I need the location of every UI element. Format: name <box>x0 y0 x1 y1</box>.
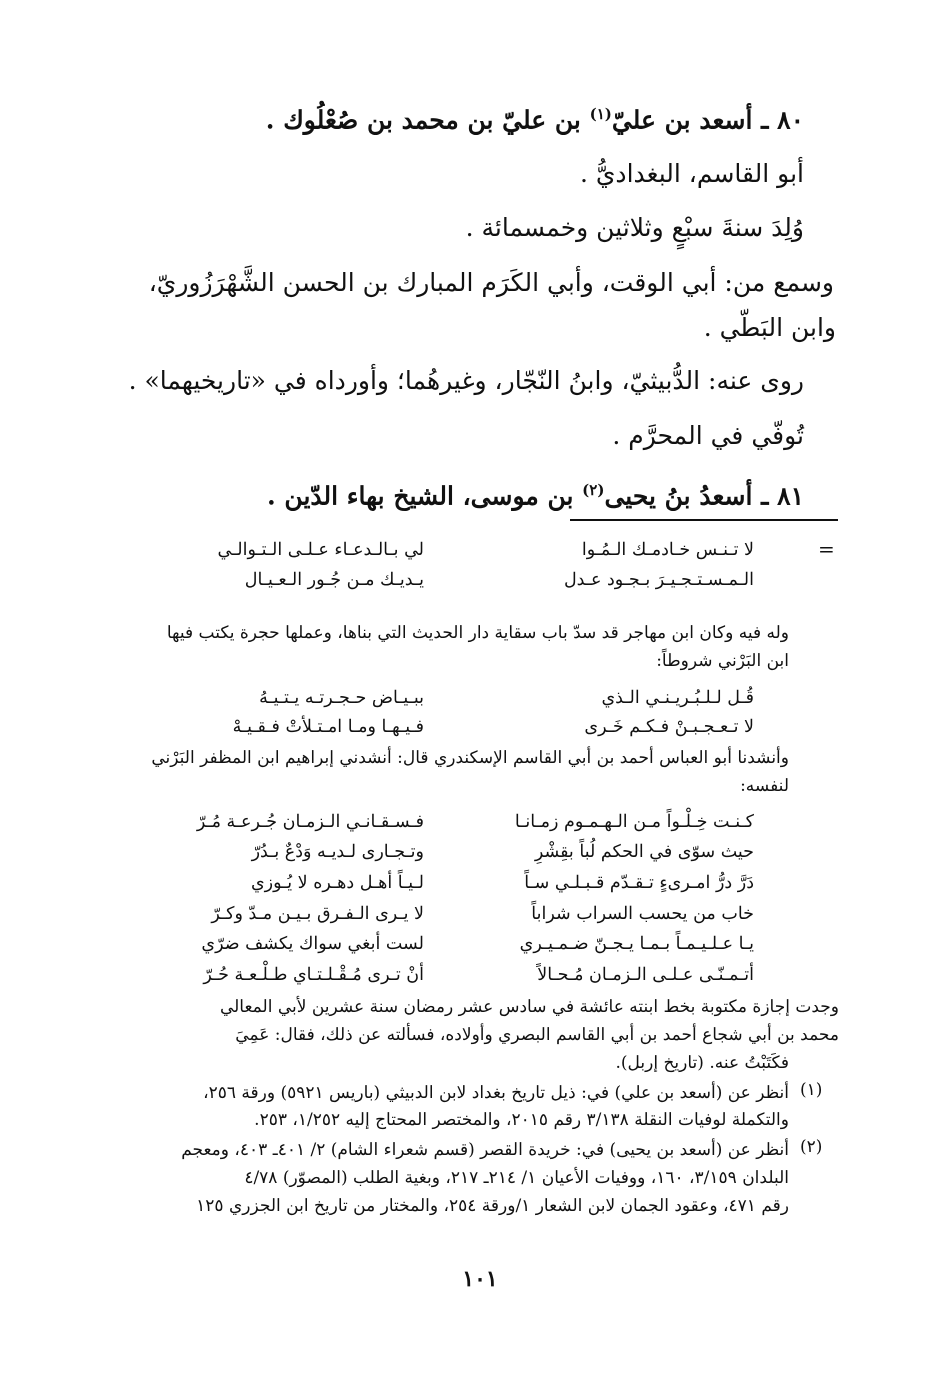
verse-hemistich-left: فـيـهـا ومـا امـتـلأتْ فـقـيـهْ <box>232 717 424 737</box>
footnote-1-number: (١) <box>800 1080 823 1100</box>
verse-hemistich-right: لا تـعـجـبـنْ فـكـم خَـرى <box>584 717 754 737</box>
verse-hemistich-left: وتـجـارى لـديـه وَدْعٌ بـدُرّ <box>251 842 424 862</box>
verse-hemistich-right: أتـمـنّـى عـلـى الـزمـان مُـحـالاً <box>537 965 754 985</box>
verse-hemistich-left: فـسـقـانـي الـزمـان جُـرعـة مُـرّ <box>196 812 424 832</box>
footnote-separator <box>570 519 838 521</box>
verse-hemistich-right: قُـل لـلـبُـريـنـي الـذي <box>601 688 754 708</box>
footnote-1-line2: والتكملة لوفيات النقلة ٣/١٣٨ رقم ٢٠١٥، والمختصر المحتاج إليه ١/٢٥٢، ٢٥٣. <box>254 1110 789 1130</box>
verse-hemistich-right: دَرَّ درُّ امـرىءٍ تـقـدّم قـبـلـي سـاً <box>524 873 754 893</box>
verse-hemistich-left: لا يـرى الـفـرق بـيـن مـدّ وكـرّ <box>211 904 424 924</box>
footnote-1-line1: أنظر عن (أسعد بن علي) في: ذيل تاريخ بغداد لابن الدبيثي (باريس ٥٩٢١) ورقة ٢٥٦، <box>203 1083 789 1103</box>
entry-80-birth: وُلِدَ سنةَ سبْعٍ وثلاثين وخمسمائة . <box>465 213 804 242</box>
footnote-ref-1: (١) <box>589 105 612 123</box>
entry-80-number: ٨٠ ـ أسعد بن عليّ <box>611 105 804 135</box>
footnote-2-line3: رقم ٤٧١، وعقود الجمان لابن الشعار ١/ورقة ٢٥٤، والمختار من تاريخ ابن الجزري ١٢٥ <box>196 1196 789 1216</box>
continuation-mark: = <box>818 537 835 561</box>
page-number: ١٠١ <box>462 1266 498 1292</box>
entry-80-narrated: روى عنه: الدُّبيثيّ، وابنُ النّجّار، وغيرهُما؛ وأورداه في «تاريخيهما» . <box>128 366 804 395</box>
paragraph-1-line2: ابن البَرْني شروطاً: <box>656 651 789 671</box>
entry-80-heading <box>84 96 804 138</box>
footnote-2-line1: أنظر عن (أسعد بن يحيى) في: خريدة القصر (قسم شعراء الشام) ٢/ ٤٠١ـ ٤٠٣، ومعجم <box>181 1140 789 1160</box>
footnote-ref-2: (٢) <box>582 481 605 499</box>
verse-hemistich-left: لـيـاً أهـل دهـره لا يُـوزي <box>250 873 424 893</box>
footnote-2-line2: البلدان ٣/١٥٩، ١٦٠، ووفيات الأعيان ١/ ٢١٤ـ ٢١٧، وبغية الطلب (المصوّر) ٤/٧٨ <box>244 1168 789 1188</box>
verse-hemistich-right: الـمـسـتـجـيـرَ بـجـود عـدل <box>563 570 754 590</box>
paragraph-3-line2: محمد بن أبي شجاع أحمد بن أبي القاسم البصري وأولاده، فسألته عن ذلك، فقال: عَمِيَ <box>235 1025 839 1045</box>
entry-80-heading-rest: بن عليّ بن محمد بن صُعْلُوك . <box>265 105 581 135</box>
paragraph-3-line3: فكَتَبْتُ عنه. (تاريخ إربل). <box>615 1053 789 1073</box>
entry-80-heard-line2: وابن البَطّي . <box>703 313 836 342</box>
verse-hemistich-left: أنْ تـرى مُـقْـلـتـاي طـلْـعـة حُـرّ <box>203 965 424 985</box>
verse-hemistich-left: لست أبغي سواك يكشف ضرّي <box>201 934 424 954</box>
entry-80-death: تُوفّي في المحرَّم . <box>612 421 804 450</box>
entry-80-kunya: أبو القاسم، البغداديُّ . <box>579 159 804 188</box>
footnote-2-number: (٢) <box>800 1137 823 1157</box>
verse-hemistich-right: لا تـنـس خـادمـك الـمُـوا <box>581 540 754 560</box>
entry-81-number: ٨١ ـ أسعدُ بنُ يحيى <box>604 481 804 511</box>
verse-hemistich-left: لي بـالـدعـاء عـلـى الـتـوالـي <box>217 540 424 560</box>
paragraph-3-line1: وجدت إجازة مكتوبة بخط ابنته عائشة في سادس عشر رمضان سنة عشرين لأبي المعالي <box>219 997 839 1017</box>
verse-hemistich-right: كـنـت خِـلْـواً مـن الـهـمـوم زمـانـا <box>514 812 754 832</box>
verse-hemistich-right: خاب من يحسب السراب شراباً <box>531 904 754 924</box>
entry-81-heading <box>84 472 804 514</box>
verse-hemistich-right: يـا عـلـيـمـاً بـمـا يـجـنّ ضـمـيـري <box>519 934 754 954</box>
verse-hemistich-right: حيث سوّى في الحكم لُباً بقِشْرِ <box>534 842 754 862</box>
verse-hemistich-left: ببـيـاض حـجـرتـه يـتـيـهُ <box>259 688 424 708</box>
entry-81-heading-rest: بن موسى، الشيخ بهاء الدّين . <box>267 481 574 511</box>
paragraph-1-line1: وله فيه وكان ابن مهاجر قد سدّ باب سقاية دار الحديث التي بناها، وعملها حجرة يكتب فيها <box>166 623 789 643</box>
entry-80-heard-line1: وسمع من: أبي الوقت، وأبي الكَرَم المبارك بن الحسن الشَّهْرَزُوريّ، <box>148 268 834 297</box>
paragraph-2-line1: وأنشدنا أبو العباس أحمد بن أبي القاسم الإسكندري قال: أنشدني إبراهيم ابن المظفر البَرْني <box>151 748 789 768</box>
verse-hemistich-left: يـديـك مـن جُـور الـعـيـال <box>244 570 424 590</box>
paragraph-2-line2: لنفسه: <box>740 776 789 796</box>
